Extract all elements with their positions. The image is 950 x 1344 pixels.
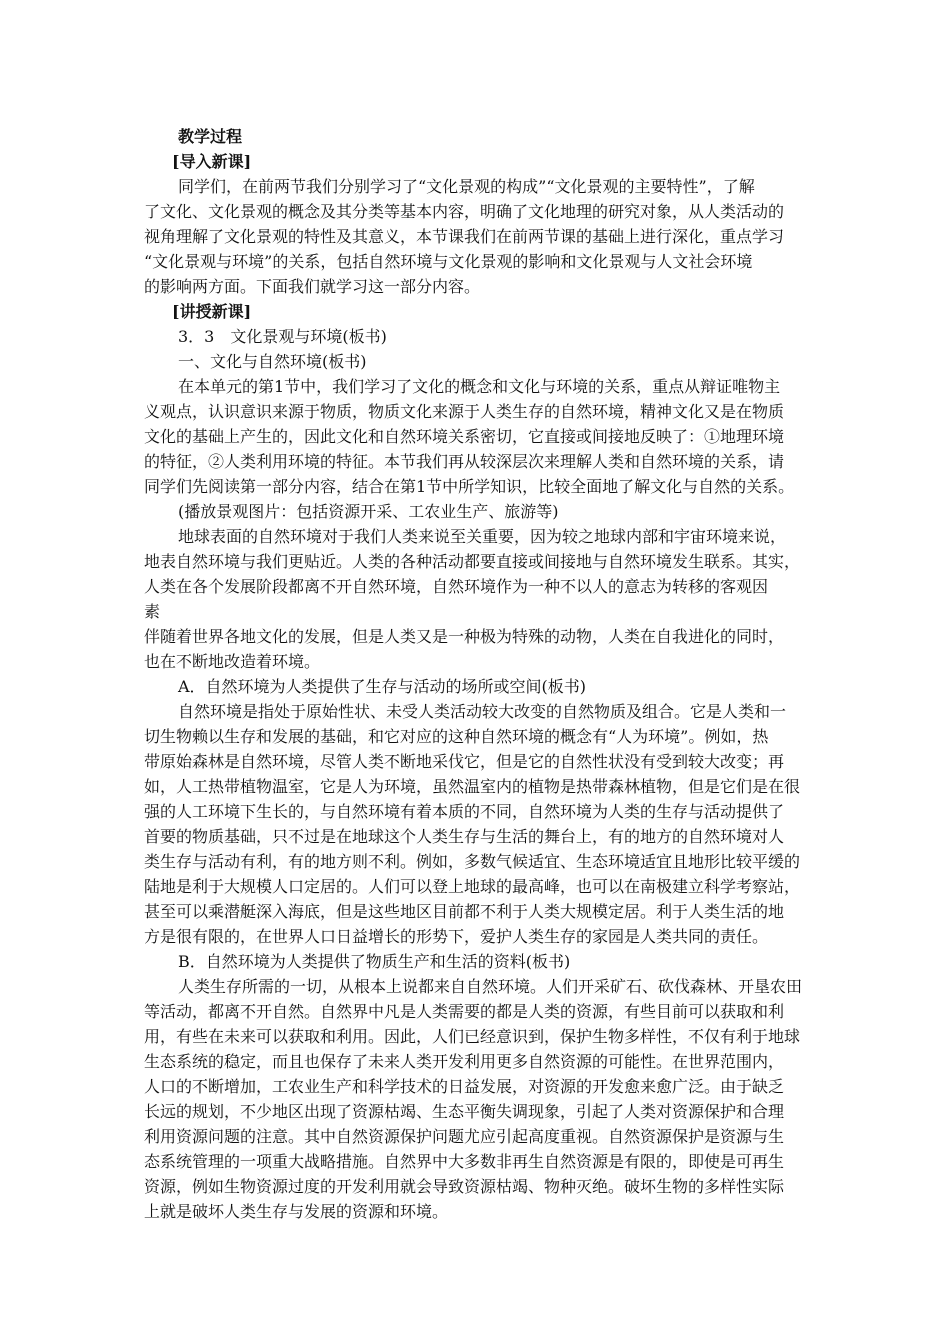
paragraph-line: 素	[144, 602, 161, 621]
lesson-heading: 教学过程	[178, 127, 243, 146]
paragraph-line: 同学们，在前两节我们分别学习了“文化景观的构成”“文化景观的主要特性”，了解	[178, 177, 755, 196]
section-new-label: [讲授新课]	[172, 302, 252, 321]
paragraph-line: 利用资源问题的注意。其中自然资源保护问题尤应引起高度重视。自然资源保护是资源与生	[144, 1127, 785, 1146]
paragraph-line: 在本单元的第1节中，我们学习了文化的概念和文化与环境的关系，重点从辩证唯物主	[178, 377, 781, 396]
subsection-title: B．自然环境为人类提供了物质生产和生活的资料(板书)	[178, 952, 571, 971]
paragraph-line: (播放景观图片：包括资源开采、工农业生产、旅游等)	[178, 502, 559, 521]
paragraph-line: 地表自然环境与我们更贴近。人类的各种活动都要直接或间接地与自然环境发生联系。其实，	[144, 552, 801, 571]
paragraph-line: 视角理解了文化景观的特性及其意义，本节课我们在前两节课的基础上进行深化，重点学习	[144, 227, 785, 246]
paragraph-line: 生态系统的稳定，而且也保存了未来人类开发利用更多自然资源的可能性。在世界范围内，	[144, 1052, 785, 1071]
subsection-title: A．自然环境为人类提供了生存与活动的场所或空间(板书)	[178, 677, 587, 696]
paragraph-line: 等活动，都离不开自然。自然界中凡是人类需要的都是人类的资源，有些目前可以获取和利	[144, 1002, 785, 1021]
paragraph-line: 上就是破坏人类生存与发展的资源和环境。	[144, 1202, 449, 1221]
paragraph-line: 地球表面的自然环境对于我们人类来说至关重要，因为较之地球内部和宇宙环境来说，	[178, 527, 787, 546]
paragraph-line: 人类生存所需的一切，从根本上说都来自自然环境。人们开采矿石、砍伐森林、开垦农田	[178, 977, 803, 996]
paragraph-line: 用，有些在未来可以获取和利用。因此，人们已经意识到，保护生物多样性，不仅有利于地球	[144, 1027, 801, 1046]
paragraph-line: 甚至可以乘潜艇深入海底，但是这些地区目前都不利于人类大规模定居。利于人类生活的地	[144, 902, 785, 921]
paragraph-line: 方是很有限的，在世界人口日益增长的形势下，爱护人类生存的家园是人类共同的责任。	[144, 927, 769, 946]
paragraph-line: 资源，例如生物资源过度的开发利用就会导致资源枯竭、物种灭绝。破坏生物的多样性实际	[144, 1177, 785, 1196]
paragraph-line: 类生存与活动有利，有的地方则不利。例如，多数气候适宜、生态环境适宜且地形比较平缓的	[144, 852, 801, 871]
paragraph-line: 如，人工热带植物温室，它是人为环境，虽然温室内的植物是热带森林植物，但是它们是在很	[144, 777, 801, 796]
paragraph-line: 的影响两方面。下面我们就学习这一部分内容。	[144, 277, 481, 296]
paragraph-line: 带原始森林是自然环境，尽管人类不断地采伐它，但是它的自然性状没有受到较大改变；再	[144, 752, 785, 771]
paragraph-line: 伴随着世界各地文化的发展，但是人类又是一种极为特殊的动物，人类在自我进化的同时，	[144, 627, 785, 646]
paragraph-line: 文化的基础上产生的，因此文化和自然环境关系密切，它直接或间接地反映了：①地理环境	[144, 427, 785, 446]
paragraph-line: 的特征，②人类利用环境的特征。本节我们再从较深层次来理解人类和自然环境的关系，请	[144, 452, 785, 471]
paragraph-line: 义观点，认识意识来源于物质，物质文化来源于人类生存的自然环境，精神文化又是在物质	[144, 402, 785, 421]
section-intro-label: [导入新课]	[172, 152, 252, 171]
paragraph-line: 人类在各个发展阶段都离不开自然环境，自然环境作为一种不以人的意志为转移的客观因	[144, 577, 769, 596]
paragraph-line: “文化景观与环境”的关系，包括自然环境与文化景观的影响和文化景观与人文社会环境	[144, 252, 753, 271]
paragraph-line: 自然环境是指处于原始性状、未受人类活动较大改变的自然物质及组合。它是人类和一	[178, 702, 787, 721]
paragraph-line: 长远的规划，不少地区出现了资源枯竭、生态平衡失调现象，引起了人类对资源保护和合理	[144, 1102, 785, 1121]
paragraph-line: 切生物赖以生存和发展的基础，和它对应的这种自然环境的概念有“人为环境”。例如，热	[144, 727, 769, 746]
paragraph-line: 首要的物质基础，只不过是在地球这个人类生存与生活的舞台上，有的地方的自然环境对人	[144, 827, 785, 846]
paragraph-line: 也在不断地改造着环境。	[144, 652, 321, 671]
subsection-title: 3．3 文化景观与环境(板书)	[178, 327, 387, 346]
paragraph-line: 同学们先阅读第一部分内容，结合在第1节中所学知识，比较全面地了解文化与自然的关系。	[144, 477, 795, 496]
paragraph-line: 陆地是利于大规模人口定居的。人们可以登上地球的最高峰，也可以在南极建立科学考察站，	[144, 877, 801, 896]
paragraph-line: 态系统管理的一项重大战略措施。自然界中大多数非再生自然资源是有限的，即使是可再生	[144, 1152, 785, 1171]
paragraph-line: 强的人工环境下生长的，与自然环境有着本质的不同，自然环境为人类的生存与活动提供了	[144, 802, 785, 821]
paragraph-line: 了文化、文化景观的概念及其分类等基本内容，明确了文化地理的研究对象，从人类活动的	[144, 202, 785, 221]
subsection-title: 一、文化与自然环境(板书)	[178, 352, 367, 371]
paragraph-line: 人口的不断增加，工农业生产和科学技术的日益发展，对资源的开发愈来愈广泛。由于缺乏	[144, 1077, 785, 1096]
